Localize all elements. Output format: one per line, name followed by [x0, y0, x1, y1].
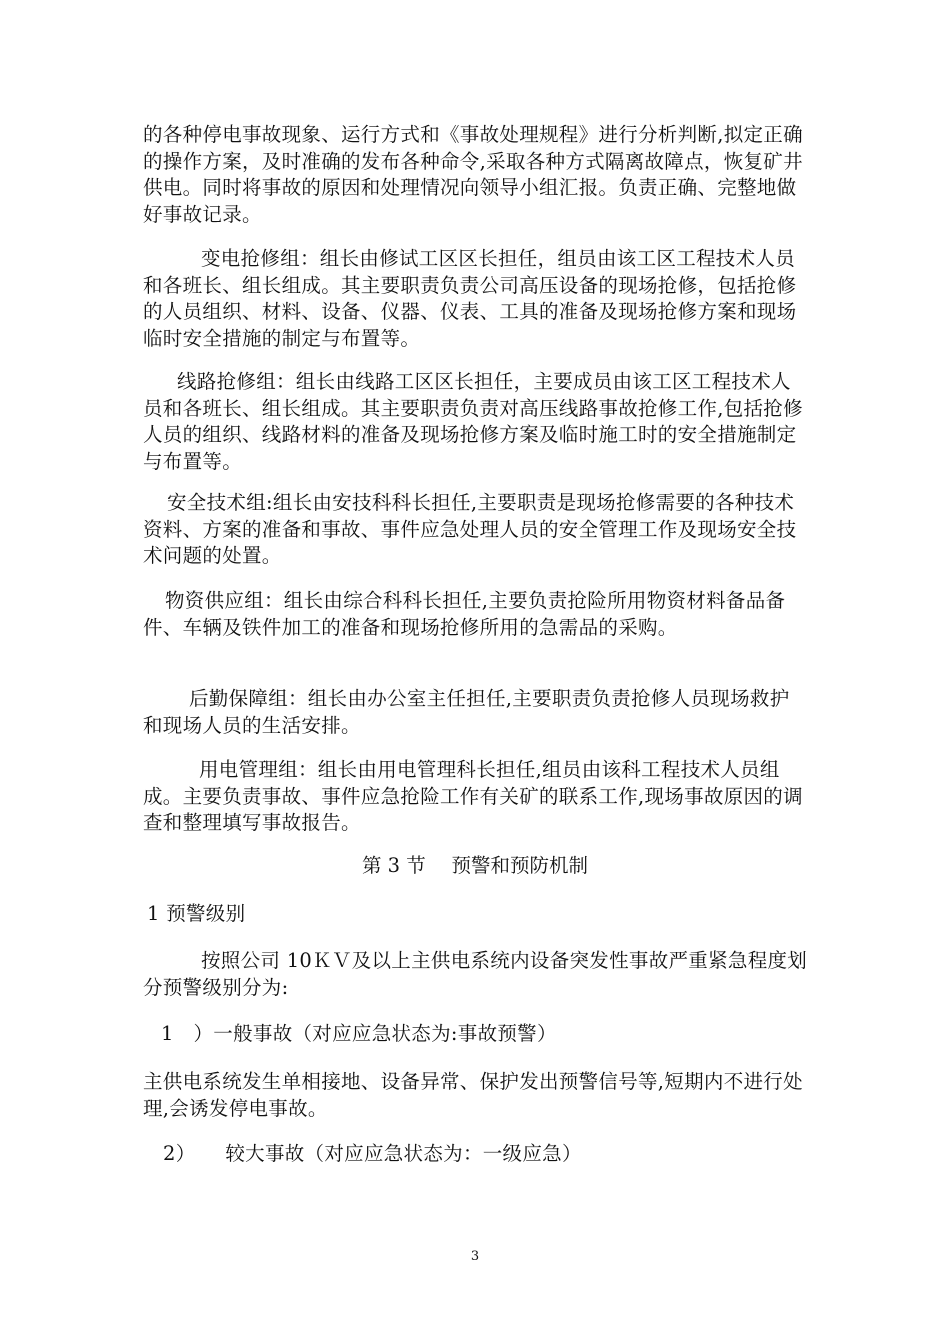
subsection-warning-level: 1 预警级别 — [147, 902, 246, 925]
list-item-major-accident: 2） 较大事故（对应应急状态为：一级应急） — [163, 1142, 582, 1165]
paragraph-substation-repair-group: 变电抢修组：组长由修试工区区长担任，组员由该工区工程技术人员和各班长、组长组成。其主要职责负责公司高压设备的现场抢修，包括抢修的人员组织、材料、设备、仪器、仪表、工具的准备及现场抢修方案和现场临时安全措施的制定与布置等。 — [143, 247, 797, 350]
paragraph-materials-supply-group: 物资供应组：组长由综合科科长担任,主要负责抢险所用物资材料备品备件、车辆及铁件加工的准备和现场抢修所用的急需品的采购。 — [143, 589, 786, 639]
paragraph-warning-level-intro: 按照公司 10ＫＶ及以上主供电系统内设备突发性事故严重紧急程度划分预警级别分为: — [143, 949, 808, 999]
paragraph-power-management-group: 用电管理组：组长由用电管理科长担任,组员由该科工程技术人员组成。主要负责事故、事件应急抢险工作有关矿的联系工作,现场事故原因的调查和整理填写事故报告。 — [143, 758, 803, 834]
paragraph-safety-technical-group: 安全技术组:组长由安技科科长担任,主要职责是现场抢修需要的各种技术资料、方案的准备和事故、事件应急处理人员的安全管理工作及现场安全技术问题的处置。 — [143, 491, 797, 567]
list-item-general-accident: 1 ）一般事故（对应应急状态为:事故预警） — [161, 1022, 557, 1045]
paragraph-logistics-group: 后勤保障组：组长由办公室主任担任,主要职责负责抢修人员现场救护和现场人员的生活安排。 — [143, 687, 790, 737]
paragraph-line-repair-group: 线路抢修组：组长由线路工区区长担任，主要成员由该工区工程技术人员和各班长、组长组成。其主要职责负责对高压线路事故抢修工作,包括抢修人员的组织、线路材料的准备及现场抢修方案及临时施工时的安全措施制定与布置等。 — [143, 370, 803, 473]
page-number: 3 — [470, 1249, 480, 1264]
paragraph-dispatch-duties: 的各种停电事故现象、运行方式和《事故处理规程》进行分析判断,拟定正确的操作方案，及时准确的发布各种命令,采取各种方式隔离故障点，恢复矿井供电。同时将事故的原因和处理情况向领导小组汇报。负责正确、完整地做好事故记录。 — [143, 123, 803, 226]
paragraph-general-accident-desc: 主供电系统发生单相接地、设备异常、保护发出预警信号等,短期内不进行处理,会诱发停电事故。 — [143, 1070, 803, 1120]
section-heading: 第 3 节 预警和预防机制 — [361, 854, 588, 877]
